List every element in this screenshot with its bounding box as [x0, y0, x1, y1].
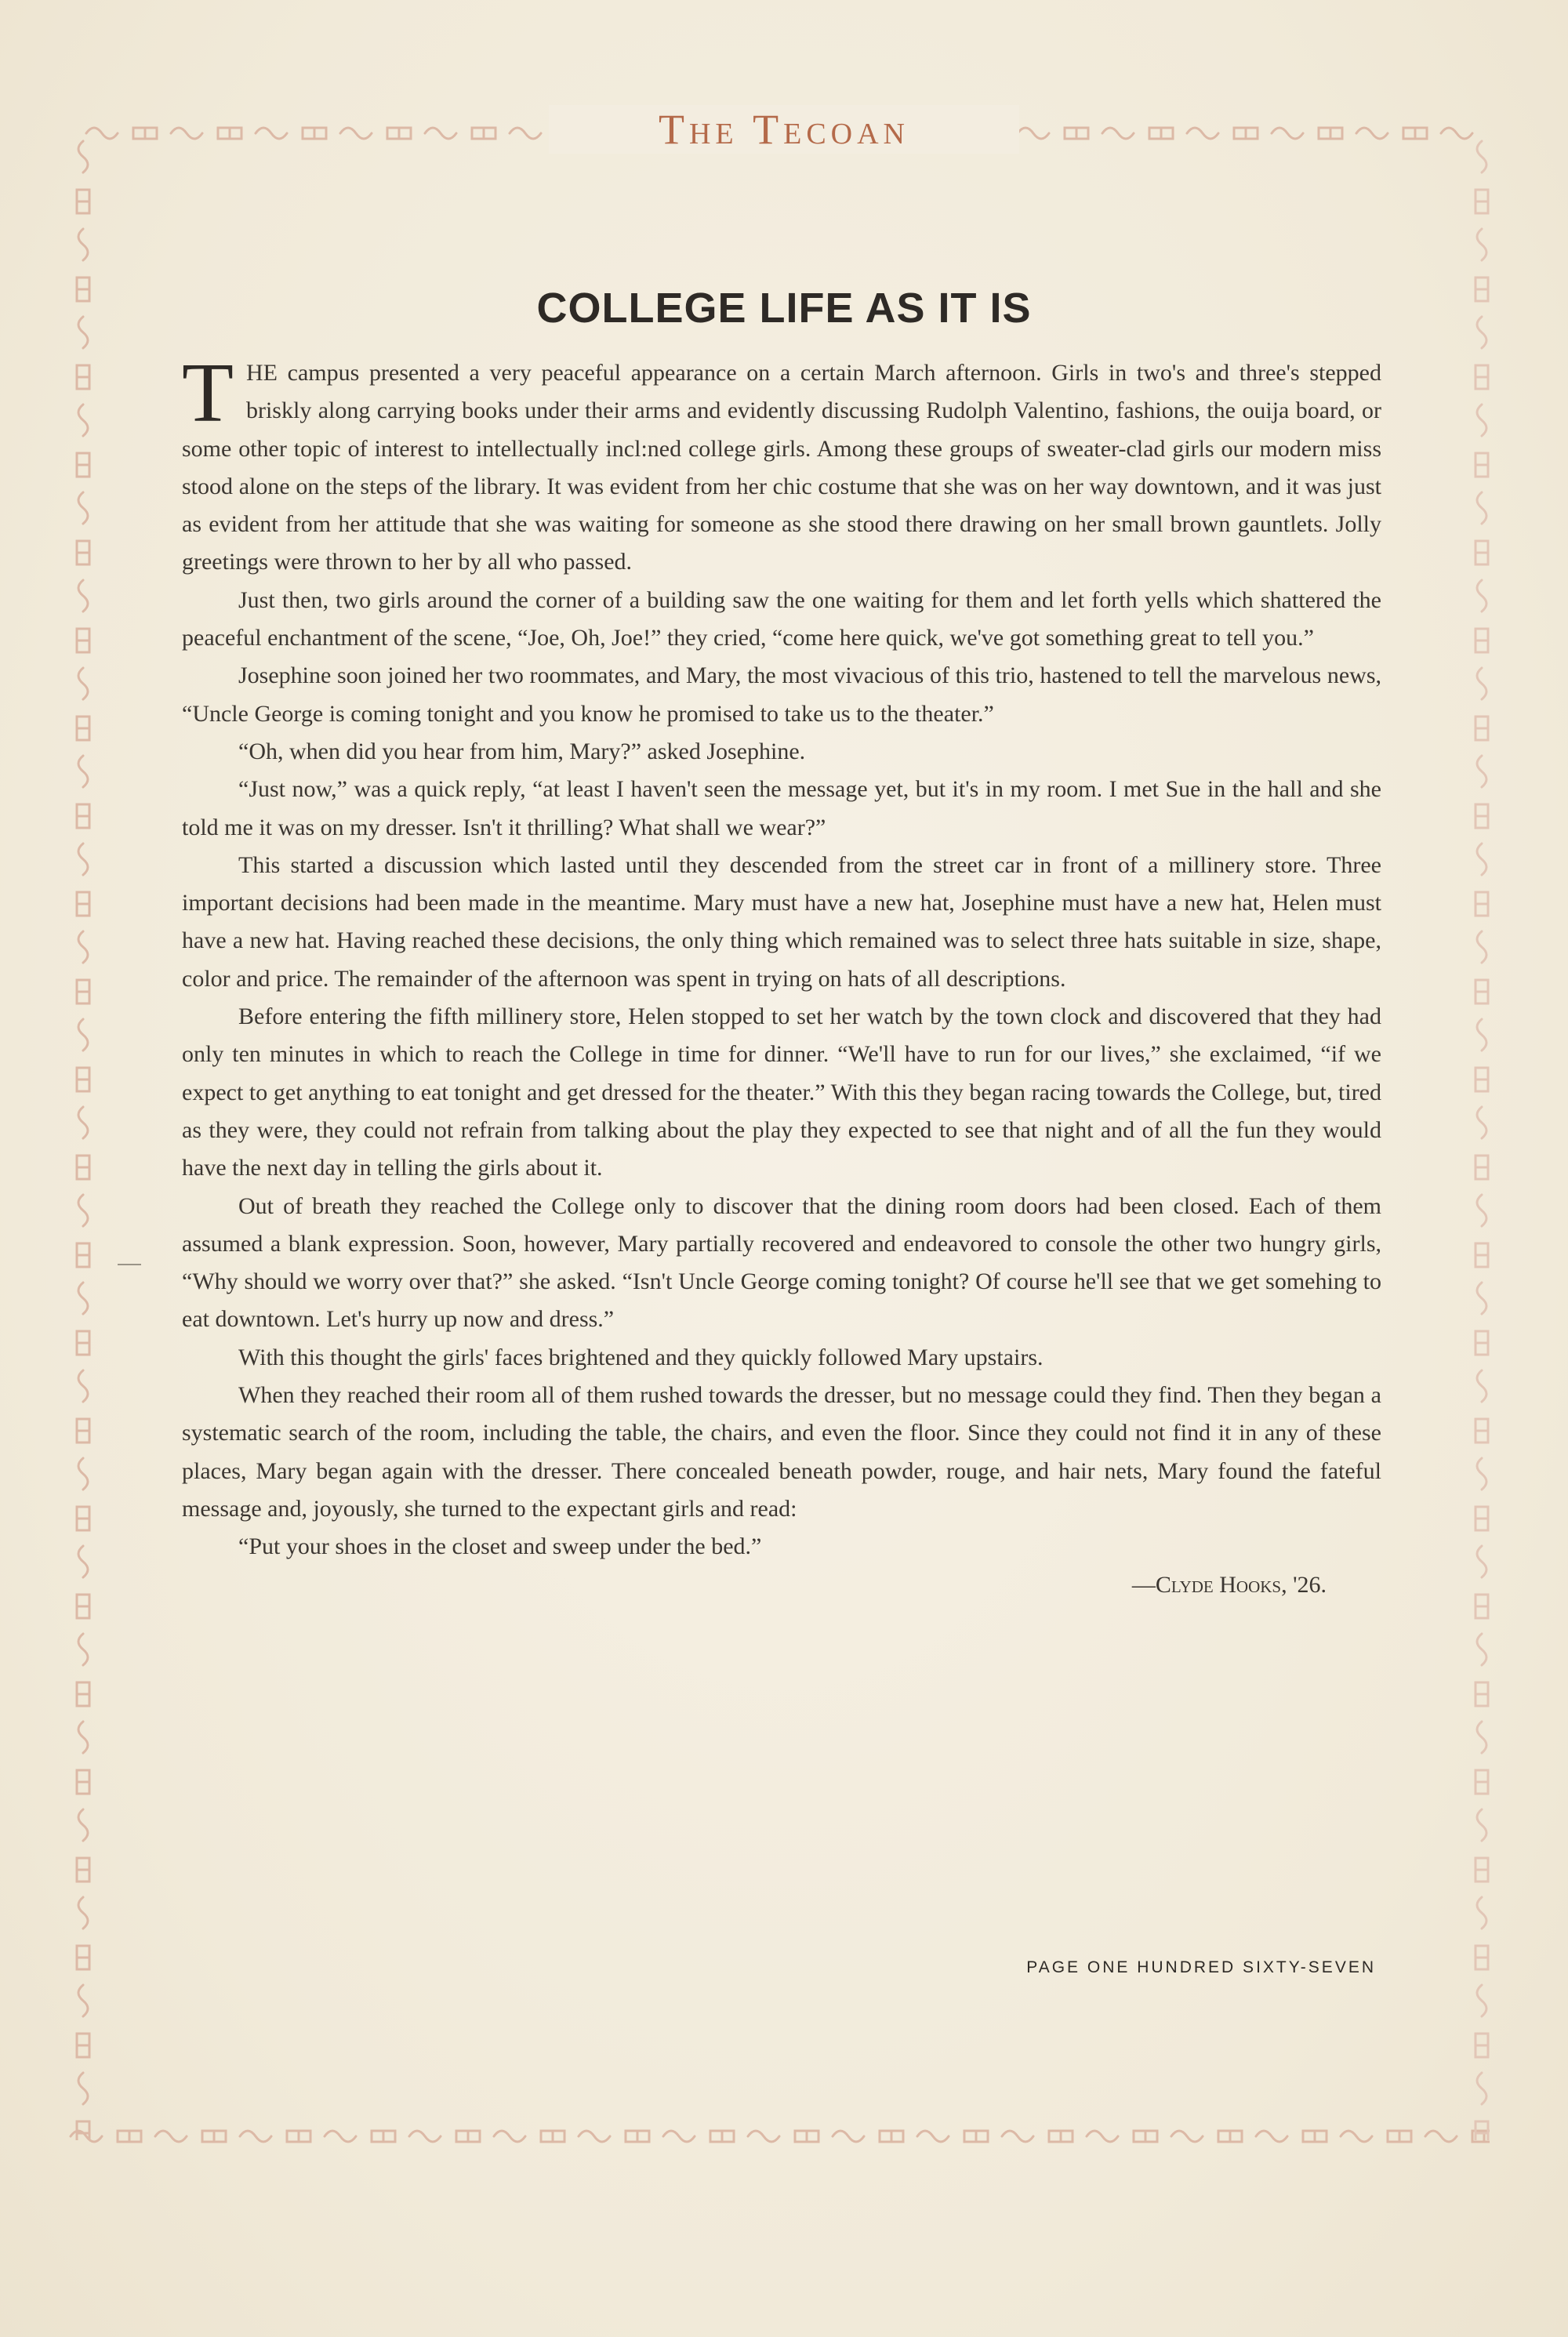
- paragraph: When they reached their room all of them rushed towards the dresser, but no message could they find. Then they began a systematic search of the room, including the table, the chairs, and even the floor. Since they could not find it in any of these places, Mary began again with the dresser. There concealed beneath powder, rouge, and hair nets, Mary found the fateful message and, joyously, she turned to the expectant girls and read:: [182, 1382, 1381, 1522]
- running-head: The Tecoan: [549, 105, 1019, 154]
- ornamental-border-bottom: [63, 2117, 1490, 2156]
- paragraph: This started a discussion which lasted until they descended from the street car in front of a millinery store. Three important decisions had been made in the meantime. Mary must have a new hat, Josephine must have a new hat, Helen must have a new hat. Having reached these decisions, the only thing which remained was to select three hats suitable in size, shape, color and price. The remainder of the afternoon was spent in trying on hats of all descriptions.: [182, 851, 1381, 992]
- author-signature: —Clyde Hooks, '26.: [1131, 1571, 1327, 1598]
- paragraph: “Oh, when did you hear from him, Mary?” asked Josephine.: [238, 738, 806, 764]
- first-paragraph: [182, 347, 1381, 582]
- margin-dash: [118, 1264, 141, 1265]
- ornamental-border-right: [1466, 133, 1497, 2140]
- page-number: PAGE ONE HUNDRED SIXTY-SEVEN: [1026, 1958, 1376, 1976]
- first-paragraph-text: HE campus presented a very peaceful appearance on a certain March afternoon. Girls in two's and three's stepped briskly along carrying books under their arms and evidently discussing Rudolph Valentino, fashions, the ouija board, or some other topic of interest to intellectually incl:ned college girls. Among these groups of sweater-clad girls our modern miss stood alone on the steps of the library. It was evident from her chic costume that she was on her way downtown, and it was just as evident from her attitude that she was waiting for someone as she stood there drawing on her small brown gauntlets. Jolly greetings were thrown to her by all who passed.: [182, 360, 1381, 575]
- paragraph: Before entering the fifth millinery store, Helen stopped to set her watch by the town clock and discovered that they had only ten minutes in which to reach the College in time for dinner. “We'll have to run for our lives,” she exclaimed, “if we expect to get anything to eat tonight and get dressed for the theater.” With this they began racing towards the College, but, tired as they were, they could not refrain from talking about the play they expected to see that night and of all the fun they would have the next day in telling the girls about it.: [182, 1003, 1381, 1181]
- paragraph: Out of breath they reached the College only to discover that the dining room doors had been closed. Each of them assumed a blank expression. Soon, however, Mary partially recovered and endeavored to console the other two hungry girls, “Why should we worry over that?” she asked. “Isn't Uncle George coming tonight? Of course he'll see that we get somehing to eat downtown. Let's hurry up now and dress.”: [182, 1192, 1381, 1333]
- drop-cap: T: [182, 347, 234, 440]
- paragraph: “Put your shoes in the closet and sweep under the bed.”: [238, 1533, 762, 1560]
- ornamental-border-left: [67, 133, 99, 2140]
- article-body: [182, 347, 1381, 1604]
- article-title: COLLEGE LIFE AS IT IS: [536, 285, 1032, 332]
- paragraph: Josephine soon joined her two roommates, and Mary, the most vivacious of this trio, hastened to tell the marvelous news, “Uncle George is coming tonight and you know he promised to take us to the theater.”: [182, 662, 1381, 727]
- paragraph: Just then, two girls around the corner of a building saw the one waiting for them and let forth yells which shattered the peaceful enchantment of the scene, “Joe, Oh, Joe!” they cried, “come here quick, we've got something great to tell you.”: [182, 586, 1381, 651]
- paragraph: With this thought the girls' faces brightened and they quickly followed Mary upstairs.: [238, 1344, 1044, 1370]
- paragraph: “Just now,” was a quick reply, “at least I haven't seen the message yet, but it's in my room. I met Sue in the hall and she told me it was on my dresser. Isn't it thrilling? What shall we wear?”: [182, 776, 1381, 840]
